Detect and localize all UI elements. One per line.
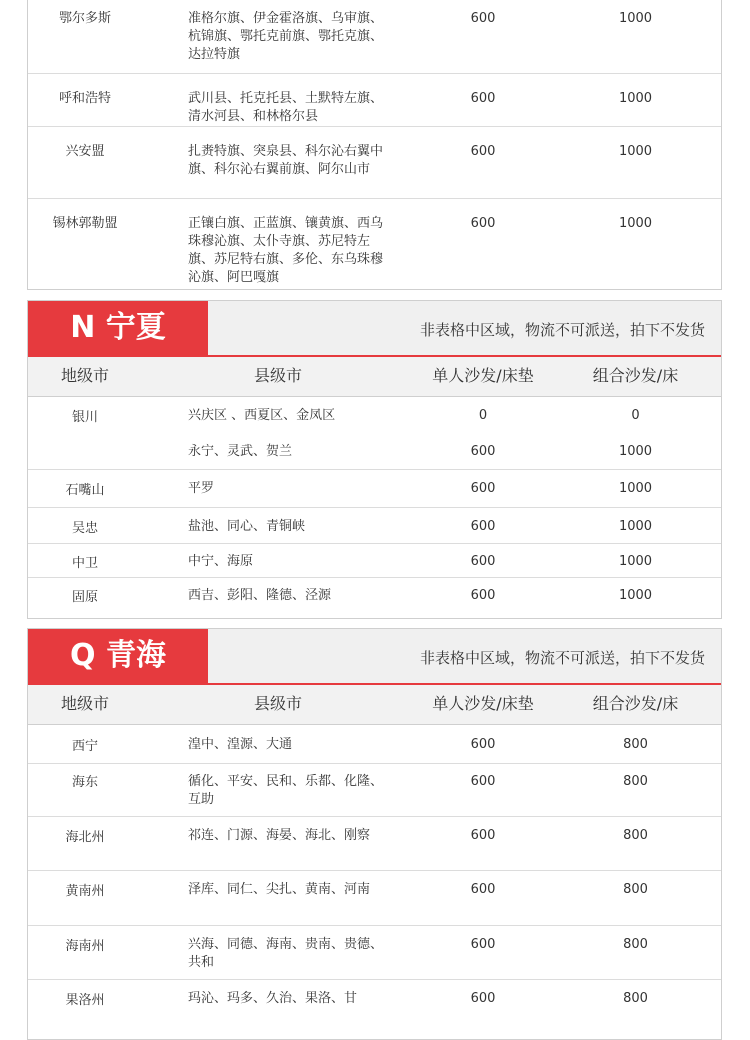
- county-cell: 盐池、同心、青铜峡: [188, 519, 306, 534]
- single-sofa-fee: 600: [470, 588, 496, 603]
- table-row: [28, 577, 721, 618]
- table-row: [28, 198, 721, 289]
- header-city: 地级市: [60, 694, 109, 713]
- combo-sofa-fee: 1000: [618, 444, 653, 459]
- city-cell: 锡林郭勒盟: [52, 216, 118, 231]
- table-header: [28, 357, 721, 397]
- county-cell: 扎赉特旗、突泉县、科尔沁右翼中旗、科尔沁右翼前旗、阿尔山市: [188, 144, 384, 177]
- header-combo: 组合沙发/床: [592, 694, 679, 713]
- combo-sofa-fee: 1000: [618, 481, 653, 496]
- single-sofa-fee: 600: [470, 11, 496, 26]
- table-row: [28, 469, 721, 507]
- section-banner: [28, 629, 721, 685]
- single-sofa-fee: 600: [470, 519, 496, 534]
- header-single: 单人沙发/床垫: [432, 694, 534, 713]
- single-sofa-fee: 600: [470, 882, 496, 897]
- single-sofa-fee: 600: [470, 444, 496, 459]
- combo-sofa-fee: 1000: [618, 519, 653, 534]
- table-row: [28, 816, 721, 870]
- combo-sofa-fee: 1000: [618, 91, 653, 106]
- combo-sofa-fee: 1000: [618, 216, 653, 231]
- combo-sofa-fee: 1000: [618, 144, 653, 159]
- city-cell: 固原: [71, 590, 98, 605]
- single-sofa-fee: 600: [470, 937, 496, 952]
- single-sofa-fee: 600: [470, 737, 496, 752]
- county-cell: 祁连、门源、海晏、海北、刚察: [188, 828, 371, 843]
- city-cell: 鄂尔多斯: [58, 11, 111, 26]
- table-row: [28, 763, 721, 816]
- single-sofa-fee: 600: [470, 481, 496, 496]
- inner-mongolia-table: [27, 0, 722, 290]
- city-cell: 银川: [71, 410, 98, 425]
- combo-sofa-fee: 800: [623, 737, 648, 752]
- delivery-notice: 非表格中区域，物流不可派送，拍下不发货: [419, 649, 705, 667]
- header-county: 县级市: [253, 366, 302, 385]
- table-header: [28, 685, 721, 725]
- combo-sofa-fee: 1000: [618, 554, 653, 569]
- ningxia-section: [27, 300, 722, 619]
- header-combo: 组合沙发/床: [592, 366, 679, 385]
- single-sofa-fee: 600: [470, 144, 496, 159]
- table-row: [28, 397, 721, 433]
- combo-sofa-fee: 0: [631, 408, 640, 423]
- city-cell: 石嘴山: [65, 483, 105, 498]
- city-cell: 吴忠: [71, 521, 98, 536]
- county-cell: 武川县、托克托县、土默特左旗、清水河县、和林格尔县: [188, 91, 384, 124]
- county-cell: 兴庆区 、西夏区、金凤区: [188, 408, 336, 423]
- city-cell: 海东: [71, 775, 98, 790]
- single-sofa-fee: 600: [470, 774, 496, 789]
- single-sofa-fee: 600: [470, 91, 496, 106]
- table-row: [28, 725, 721, 763]
- single-sofa-fee: 600: [470, 554, 496, 569]
- single-sofa-fee: 0: [478, 408, 488, 423]
- city-cell: 黄南州: [65, 884, 105, 899]
- single-sofa-fee: 600: [470, 991, 496, 1006]
- qinghai-section: [27, 628, 722, 1040]
- table-row: [28, 507, 721, 543]
- county-cell: 泽库、同仁、尖扎、黄南、河南: [188, 882, 371, 897]
- table-row: [28, 433, 721, 469]
- single-sofa-fee: 600: [470, 828, 496, 843]
- county-cell: 准格尔旗、伊金霍洛旗、乌审旗、杭锦旗、鄂托克前旗、鄂托克旗、达拉特旗: [188, 11, 384, 62]
- table-row: [28, 0, 721, 73]
- county-cell: 湟中、湟源、大通: [188, 737, 293, 752]
- city-cell: 海北州: [65, 830, 105, 845]
- section-banner: [28, 301, 721, 357]
- combo-sofa-fee: 800: [623, 774, 648, 789]
- combo-sofa-fee: 800: [623, 991, 648, 1006]
- city-cell: 果洛州: [65, 993, 105, 1008]
- table-row: [28, 870, 721, 925]
- table-row: [28, 543, 721, 577]
- city-cell: 呼和浩特: [58, 91, 111, 106]
- section-badge: Q 青海: [28, 629, 208, 683]
- combo-sofa-fee: 800: [623, 937, 648, 952]
- table-row: [28, 979, 721, 1039]
- county-cell: 正镶白旗、正蓝旗、镶黄旗、西乌珠穆沁旗、太仆寺旗、苏尼特左旗、苏尼特右旗、多伦、东乌珠穆沁旗、阿巴嘎旗: [188, 216, 384, 285]
- combo-sofa-fee: 800: [623, 828, 648, 843]
- city-cell: 海南州: [65, 939, 105, 954]
- city-cell: 中卫: [71, 556, 98, 571]
- delivery-notice: 非表格中区域，物流不可派送，拍下不发货: [419, 321, 705, 339]
- single-sofa-fee: 600: [470, 216, 496, 231]
- county-cell: 中宁、海原: [188, 554, 254, 569]
- combo-sofa-fee: 1000: [618, 588, 653, 603]
- combo-sofa-fee: 1000: [618, 11, 653, 26]
- city-cell: 西宁: [71, 739, 98, 754]
- header-city: 地级市: [60, 366, 109, 385]
- section-badge: N 宁夏: [28, 301, 208, 355]
- combo-sofa-fee: 800: [623, 882, 648, 897]
- city-cell: 兴安盟: [65, 144, 105, 159]
- header-county: 县级市: [253, 694, 302, 713]
- county-cell: 玛沁、玛多、久治、果洛、甘: [188, 991, 358, 1006]
- table-row: [28, 126, 721, 198]
- county-cell: 永宁、灵武、贺兰: [188, 444, 293, 459]
- county-cell: 西吉、彭阳、隆德、泾源: [188, 588, 332, 603]
- county-cell: 平罗: [188, 481, 215, 496]
- county-cell: 循化、平安、民和、乐都、化隆、互助: [188, 774, 384, 807]
- table-row: [28, 925, 721, 979]
- table-row: [28, 73, 721, 126]
- county-cell: 兴海、同德、海南、贵南、贵德、共和: [188, 937, 384, 970]
- header-single: 单人沙发/床垫: [432, 366, 534, 385]
